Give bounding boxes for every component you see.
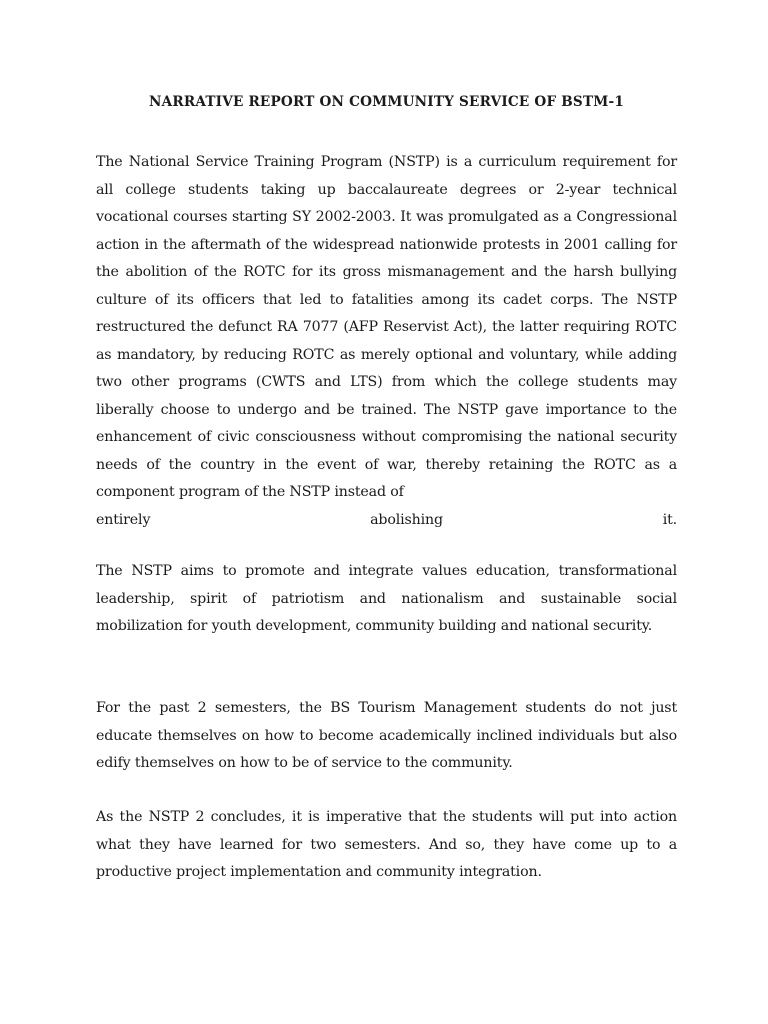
paragraph-nstp-overview-text: The National Service Training Program (NSTP) is a curriculum requirement for all college students taking up baccalaureate degrees or 2-year technical vocational courses starting SY 2002-2003. It was promulgated as a Congressional action in the aftermath of the widespread nationwide protests in 2001 calling for the abolition of the ROTC for its gross mismanagement and the harsh bullying culture of its officers that led to fatalities among its cadet corps. The NSTP restructured the defunct RA 7077 (AFP Reservist Act), the latter requiring ROTC as mandatory, by reducing ROTC as merely optional and voluntary, while adding two other programs (CWTS and LTS) from which the college students may liberally choose to undergo and be trained. The NSTP gave importance to the enhancement of civic consciousness without compromising the national security needs of the country in the event of war, thereby retaining the ROTC as a component program of the NSTP instead of: [96, 154, 677, 500]
paragraph-nstp-aims: The NSTP aims to promote and integrate values education, transformational leadership, spirit of patriotism and nationalism and sustainable social mobilization for youth development, community building and national security.: [96, 563, 677, 634]
paragraph-nstp-overview-last-line: entirely abolishing it.: [96, 511, 677, 528]
document-title: NARRATIVE REPORT ON COMMUNITY SERVICE OF BSTM-1: [148, 94, 625, 110]
paragraph-nstp2-conclusion: As the NSTP 2 concludes, it is imperative that the students will put into action what they have learned for two semesters. And so, they have come up to a productive project implementation and community integration.: [96, 809, 677, 880]
paragraph-nstp-overview: [96, 149, 677, 534]
paragraph-past-semesters: For the past 2 semesters, the BS Tourism Management students do not just educate themselves on how to become academically inclined individuals but also edify themselves on how to be of service to the community.: [96, 700, 677, 771]
